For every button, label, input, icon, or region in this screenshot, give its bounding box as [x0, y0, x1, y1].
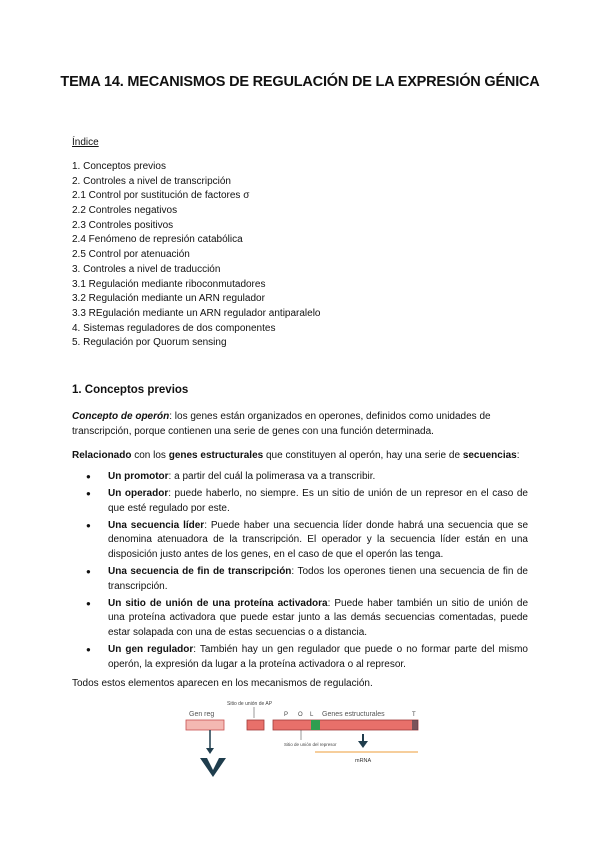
bullet-item-fin [72, 565, 528, 594]
index-item: 3.2 Regulación mediante un ARN regulador [72, 293, 265, 305]
operon-definition-text: : los genes están organizados en operones, definidos como unidades de transcripción, porque contienen una serie de genes con una función determinada. [72, 411, 491, 437]
bullet-term: Un sitio de unión de una proteína activadora [108, 597, 328, 609]
intro-bold-sequences: secuencias [462, 450, 517, 461]
index-item: 1. Conceptos previos [72, 161, 166, 172]
activator-site-box [247, 720, 264, 730]
intro-bold-related: Relacionado [72, 450, 132, 461]
leader-label: L [310, 712, 314, 718]
terminator-label: T [412, 712, 416, 718]
bullet-item-lider [72, 519, 528, 563]
bullet-term: Una secuencia de fin de transcripción [108, 566, 292, 578]
index-item: 2.5 Control por atenuación [72, 249, 190, 261]
operon-definition-paragraph [72, 409, 528, 439]
repressor-protein-icon [198, 756, 228, 778]
bullet-term: Un operador [108, 488, 169, 500]
bullet-text: : puede haberlo, no siempre. Es un sitio de unión de un represor en el caso de que esté regulado por este. [108, 488, 528, 514]
index-list [72, 160, 321, 351]
regulator-gene-box [186, 720, 224, 730]
closing-paragraph: Todos estos elementos aparecen en los mecanismos de regulación. [72, 678, 373, 689]
mrna-label: mRNA [355, 758, 372, 764]
section-heading: 1. Conceptos previos [72, 384, 189, 396]
repressor-site-label: Sitio de unión del represor [284, 742, 337, 747]
index-item: 2.4 Fenómeno de represión catabólica [72, 234, 243, 246]
activator-site-label: Sitio de unión de AP [227, 701, 273, 707]
bullet-item-regulador [72, 643, 528, 672]
index-item: 3.3 REgulación mediante un ARN regulador antiparalelo [72, 307, 321, 319]
bullet-term: Un promotor [108, 471, 169, 482]
intro-text: : [516, 450, 520, 461]
bullet-text: : Todos los operones tienen una secuencia de fin de transcripción. [108, 566, 528, 592]
bullet-text: : También hay un gen regulador que puede o no formar parte del mismo operón, la expresión da lugar a la proteína activadora o al represor. [108, 644, 528, 670]
intro-text: con los [131, 450, 169, 461]
index-item: 2.3 Controles positivos [72, 219, 174, 231]
index-item: 4. Sistemas reguladores de dos componentes [72, 322, 276, 334]
bullet-text: : a partir del cuál la polimerasa va a transcribir. [168, 471, 376, 482]
index-item: 2.2 Controles negativos [72, 205, 178, 217]
promoter-label: P [284, 712, 289, 718]
index-heading: Índice [72, 137, 99, 148]
index-item: 5. Regulación por Quorum sensing [72, 337, 227, 349]
transcription-arrow-head [358, 741, 368, 748]
bullet-item-operador [72, 487, 528, 516]
operator-box [311, 720, 320, 730]
operator-label: O [298, 712, 303, 718]
terminator-box [412, 720, 418, 730]
index-item: 2. Controles a nivel de transcripción [72, 175, 231, 187]
operon-bar [273, 720, 418, 730]
bullet-term: Un gen regulador [108, 644, 194, 656]
index-item: 2.1 Control por sustitución de factores σ [72, 190, 250, 202]
regulator-gene-label: Gen reg [189, 711, 215, 718]
bullet-item-promotor [72, 470, 528, 485]
index-item: 3.1 Regulación mediante riboconmutadores [72, 278, 266, 290]
sequence-bullet-list [72, 470, 528, 675]
bullet-item-activadora [72, 597, 528, 641]
operon-term: Concepto de operón [72, 411, 170, 422]
index-item: 3. Controles a nivel de traducción [72, 263, 221, 275]
intro-text: que constituyen al operón, hay una serie de [263, 450, 463, 461]
bullet-term: Una secuencia líder [108, 519, 205, 531]
regulator-arrow-head [206, 748, 214, 754]
structural-genes-label: Genes estructurales [322, 711, 385, 718]
intro-bold-genes: genes estructurales [168, 450, 264, 461]
sequences-intro-paragraph [72, 448, 528, 463]
bullet-text: : Puede haber también un sitio de unión de una proteína activadora que puede estar junto a las demás secuencias comentadas, puede estar solapada con una de estas secuencias o a distancia. [108, 597, 529, 638]
document-title: TEMA 14. MECANISMOS DE REGULACIÓN DE LA EXPRESIÓN GÉNICA [60, 74, 540, 90]
bullet-text: : Puede haber una secuencia líder donde habrá una secuencia que se denomina atenuadora de la transcripción. El operador y la secuencia líder están en una disposición justo antes de los genes, en el caso de que el operón las tenga. [108, 519, 529, 560]
